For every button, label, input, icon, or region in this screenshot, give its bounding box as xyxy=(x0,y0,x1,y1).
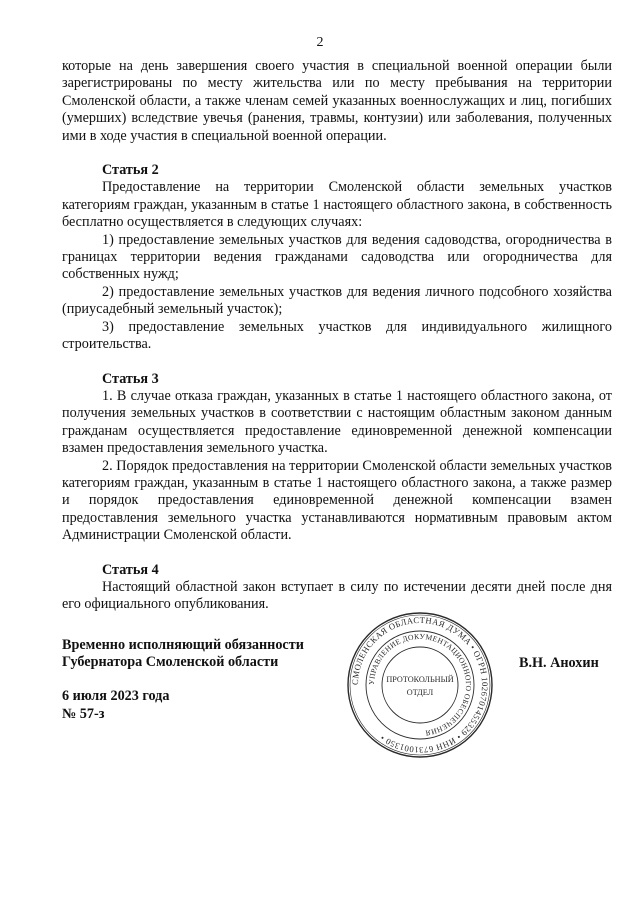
article-4-heading: Статья 4 xyxy=(102,561,159,578)
stamp-center-line-1: ПРОТОКОЛЬНЫЙ xyxy=(386,675,454,684)
intro-paragraph: которые на день завершения своего участия в специальной военной операции были зарегистрированы по месту жительства или по месту пребывания на территории Смоленской области, а также членам семей указанных военнослужащих и лиц, погибших (умерших) вследствие увечья (ранения, травмы, контузии) или заболевания, полученных ими в ходе участия в специальной военной операции. xyxy=(62,58,612,144)
svg-text:УПРАВЛЕНИЕ ДОКУМЕНТАЦИОННОГО О xyxy=(367,632,473,738)
stamp-outer-ring-text: СМОЛЕНСКАЯ ОБЛАСТНАЯ ДУМА • ОГРН 1026701455329 • ИНН 6731001350 • xyxy=(349,614,491,756)
signatory-name: В.Н. Анохин xyxy=(519,655,599,671)
signatory-position-line-1: Временно исполняющий обязанности xyxy=(62,637,304,653)
law-date: 6 июля 2023 года xyxy=(62,688,170,704)
article-3-para-1: 1. В случае отказа граждан, указанных в статье 1 настоящего областного закона, от получения земельных участков в соответствии с настоящим областным законом данным гражданам осуществляется предоставление единовременной денежной компенсации взамен предоставления земельного участка. xyxy=(62,387,612,457)
document-body xyxy=(62,58,612,614)
stamp-inner-ring-text: УПРАВЛЕНИЕ ДОКУМЕНТАЦИОННОГО ОБЕСПЕЧЕНИЯ xyxy=(366,631,474,738)
article-3-para-2: 2. Порядок предоставления на территории Смоленской области земельных участков категориям граждан, указанным в статье 1 настоящего областного закона, а также размер и порядок предоставления единовременной денежной компенсации взамен предоставления земельного участка устанавливаются нормативным правовым актом Администрации Смоленской области. xyxy=(62,457,612,544)
stamp-center-line-2: ОТДЕЛ xyxy=(406,688,434,697)
article-2-item-2: 2) предоставление земельных участков для ведения личного подсобного хозяйства (приусадебный земельный участок); xyxy=(62,283,612,318)
law-number: № 57-з xyxy=(62,706,105,722)
article-3-heading: Статья 3 xyxy=(102,370,159,387)
article-2-heading: Статья 2 xyxy=(102,162,159,179)
page-number: 2 xyxy=(316,35,324,50)
signatory-position xyxy=(62,637,304,672)
signatory-position-line-2: Губернатора Смоленской области xyxy=(62,654,279,671)
article-2-item-1: 1) предоставление земельных участков для ведения садоводства, огородничества в границах территории ведения гражданами садоводства или огородничества для собственных нужд; xyxy=(62,231,612,283)
official-stamp xyxy=(345,610,495,760)
article-2-item-3: 3) предоставление земельных участков для индивидуального жилищного строительства. xyxy=(62,318,612,353)
article-2-lead: Предоставление на территории Смоленской области земельных участков категориям граждан, указанным в статье 1 настоящего областного закона, в собственность бесплатно осуществляется в следующих случаях: xyxy=(62,179,612,231)
article-4-text: Настоящий областной закон вступает в силу по истечении десяти дней после дня его официального опубликования. xyxy=(62,578,612,613)
